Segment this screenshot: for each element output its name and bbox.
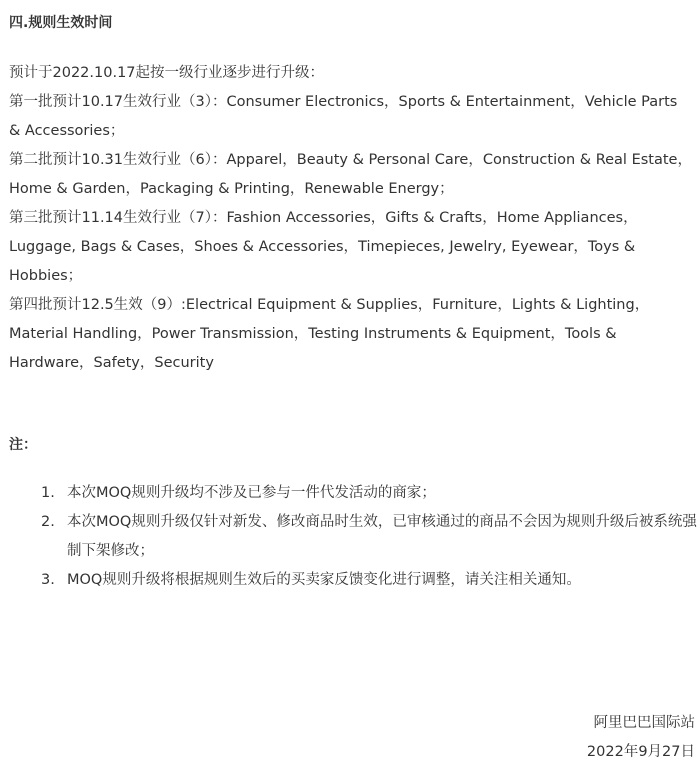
signature-org: 阿里巴巴国际站 <box>593 715 695 731</box>
rollout-schedule <box>9 59 693 378</box>
list-item <box>9 479 699 508</box>
list-item-number: 2. <box>41 514 55 530</box>
list-item-text: 本次MOQ规则升级均不涉及已参与一件代发活动的商家； <box>67 485 436 501</box>
signature-date: 2022年9月27日 <box>586 744 695 760</box>
list-item-text: MOQ规则升级将根据规则生效后的买卖家反馈变化进行调整，请关注相关通知。 <box>67 572 581 588</box>
batch-1-paragraph: 第一批预计10.17生效行业（3）：Consumer Electronics，Sports & Entertainment，Vehicle Parts & Accessories； <box>9 94 678 139</box>
list-item <box>9 566 699 595</box>
batch-3-paragraph: 第三批预计11.14生效行业（7）：Fashion Accessories，Gifts & Crafts，Home Appliances，Luggage, Bags & Cases，Shoes & Accessories，Timepieces, Jewelry, Eyewear，Toys & Hobbies； <box>9 210 638 284</box>
rollout-intro: 预计于2022.10.17起按一级行业逐步进行升级： <box>9 65 325 81</box>
list-item-number: 1. <box>41 485 55 501</box>
list-item-number: 3. <box>41 572 55 588</box>
notes-heading: 注： <box>9 437 37 453</box>
list-item-text: 本次MOQ规则升级仅针对新发、修改商品时生效，已审核通过的商品不会因为规则升级后被系统强制下架修改； <box>67 514 697 559</box>
notes-list <box>9 479 699 595</box>
batch-2-paragraph: 第二批预计10.31生效行业（6）：Apparel，Beauty & Personal Care，Construction & Real Estate，Home & Garden，Packaging & Printing，Renewable Energy； <box>9 152 692 197</box>
section-heading: 四.规则生效时间 <box>9 15 113 31</box>
list-item <box>9 508 699 566</box>
signature-block <box>587 709 695 767</box>
batch-4-paragraph: 第四批预计12.5生效（9）:Electrical Equipment & Supplies，Furniture，Lights & Lighting，Material Handling，Power Transmission，Testing Instruments & Equipment，Tools & Hardware，Safety，Security <box>9 297 650 371</box>
